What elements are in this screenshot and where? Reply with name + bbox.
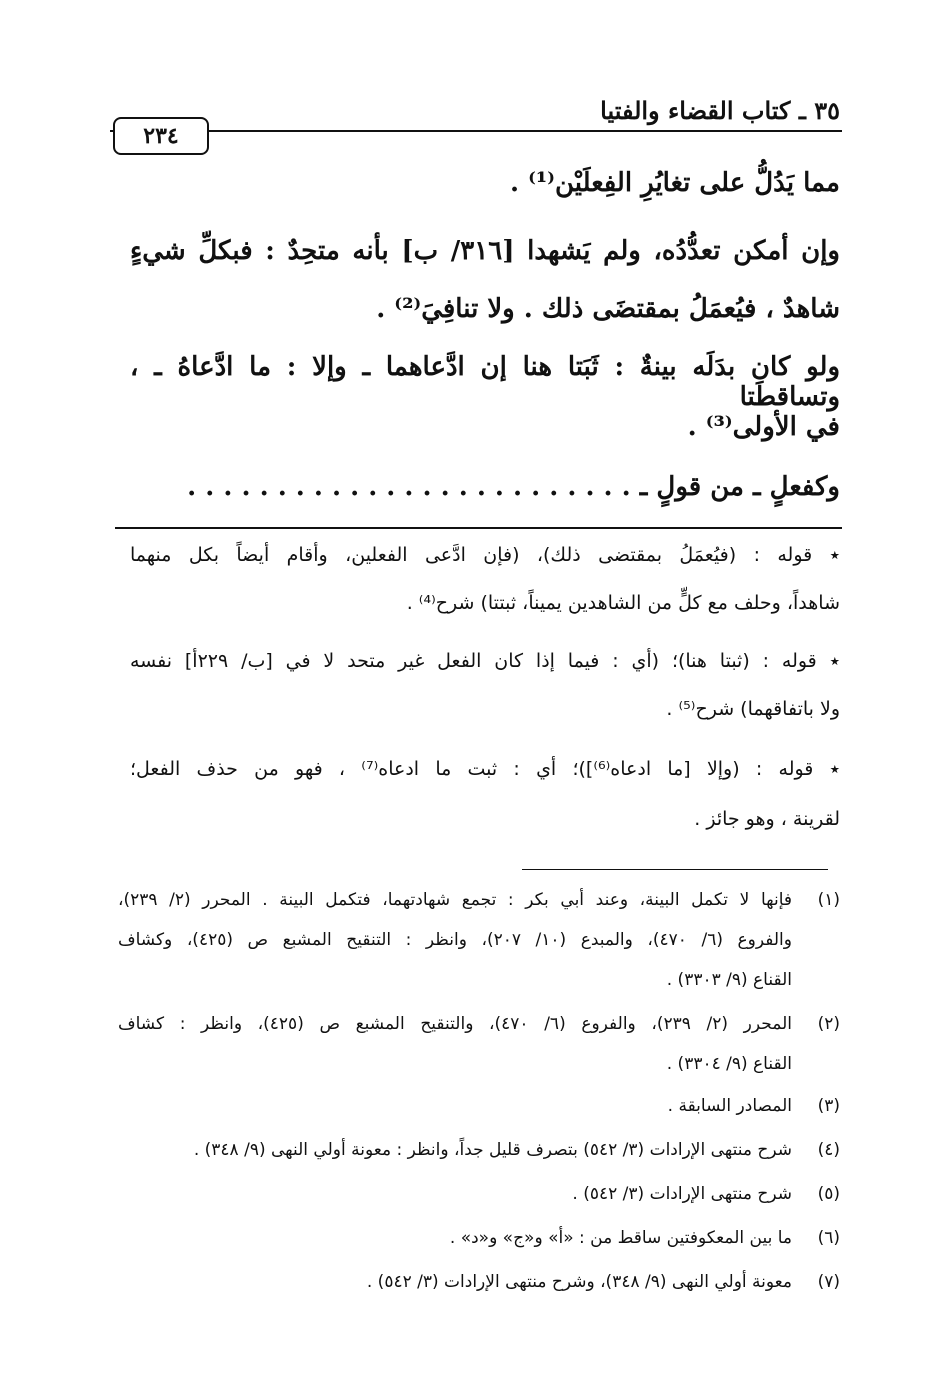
footnote-number: (٧) [817,1272,840,1292]
footnote-number: (١) [817,890,840,910]
commentary-3-text: قوله : (وإلا [ما ادعاه⁽⁶⁾])؛ أي : ثبت ما ادعاه⁽⁷⁾ ، فهو من حذف الفعل؛ [130,758,814,780]
page-number: ٢٣٤ [113,117,209,155]
footnote-1-line-1: فإنها لا تكمل البينة، وعند أبي بكر : تجمع شهادتهما، فتكمل البينة . المحرر (٢/ ٢٣٩)، [118,890,792,910]
text-commentary-separator [115,527,842,529]
footnote-5-line-1: شرح منتهى الإرادات (٣/ ٥٤٢) . [572,1184,792,1204]
main-line-6: وكفعلٍ ـ من قولٍ ـ . . . . . . . . . . . . . . . . . . . . . . . . . [187,472,840,502]
footnote-number: (٣) [817,1096,840,1116]
footnote-1-line-3: القناع (٩/ ٣٣٠٣) . [666,970,792,990]
commentary-1-line-1 [130,544,840,566]
main-line-2: وإن أمكن تعدُّدُه، ولم يَشهدا [٣١٦/ ب] بأنه متحِدٌ : فبكلِّ شيءٍ [130,236,840,266]
commentary-1-line-2: شاهداً، وحلف مع كلٍّ من الشاهدين يميناً، ثبتتا) شرح⁽⁴⁾ . [406,592,840,614]
footnote-number: (٢) [817,1014,840,1034]
commentary-3-line-1 [130,758,840,780]
main-line-4: ولو كان بدَلَه بينةٌ : ثَبَتا هنا إن ادَّعاهما ـ وإلا : ما ادَّعاهُ ـ ، وتساقطَتا [130,352,840,412]
footnote-2-line-1: المحرر (٢/ ٢٣٩)، والفروع (٦/ ٤٧٠)، والتنقيح المشبع ص (٤٢٥)، وانظر : كشاف [118,1014,792,1034]
star-icon: ٭ [829,758,840,780]
footnote-number: (٤) [817,1140,840,1160]
footnote-2-line-2: القناع (٩/ ٣٣٠٤) . [666,1054,792,1074]
commentary-2-text: قوله : (ثبتا هنا)؛ (أي : فيما إذا كان الفعل غير متحد لا في [ب/ ٢٢٩أ] نفسه [130,650,817,672]
main-line-1: مما يَدُلُّ على تغايُرِ الفِعلَيْن⁽¹⁾ . [509,168,840,198]
star-icon: ٭ [829,544,840,566]
footnote-separator [522,869,828,870]
commentary-3-line-2: لقرينة ، وهو جائز . [694,808,840,830]
star-icon: ٭ [829,650,840,672]
main-line-5: في الأولى⁽³⁾ . [687,412,840,442]
commentary-2-line-1 [130,650,840,672]
footnote-6-line-1: ما بين المعكوفتين ساقط من : «أ» و«ج» و«د» . [449,1228,792,1248]
footnote-number: (٦) [817,1228,840,1248]
header-rule [110,130,842,132]
commentary-2-line-2: ولا باتفاقهما) شرح⁽⁵⁾ . [666,698,840,720]
footnote-7-line-1: معونة أولي النهى (٩/ ٣٤٨)، وشرح منتهى الإرادات (٣/ ٥٤٢) . [366,1272,792,1292]
footnote-number: (٥) [817,1184,840,1204]
footnote-3-line-1: المصادر السابقة . [667,1096,792,1116]
commentary-1-text: قوله : (فيُعمَلُ بمقتضى ذلك)، (فإن ادَّعى الفعلين، وأقام أيضاً بكل منهما [130,544,813,566]
chapter-title: ٣٥ ـ كتاب القضاء والفتيا [600,96,840,125]
footnote-4-line-1: شرح منتهى الإرادات (٣/ ٥٤٢) بتصرف قليل جداً، وانظر : معونة أولي النهى (٩/ ٣٤٨) . [193,1140,792,1160]
main-line-3: شاهدٌ ، فيُعمَلُ بمقتضَى ذلك . ولا تنافِيَ⁽²⁾ . [376,294,840,324]
footnote-1-line-2: والفروع (٦/ ٤٧٠)، والمبدع (١٠/ ٢٠٧)، وانظر : التنقيح المشبع ص (٤٢٥)، وكشاف [118,930,792,950]
